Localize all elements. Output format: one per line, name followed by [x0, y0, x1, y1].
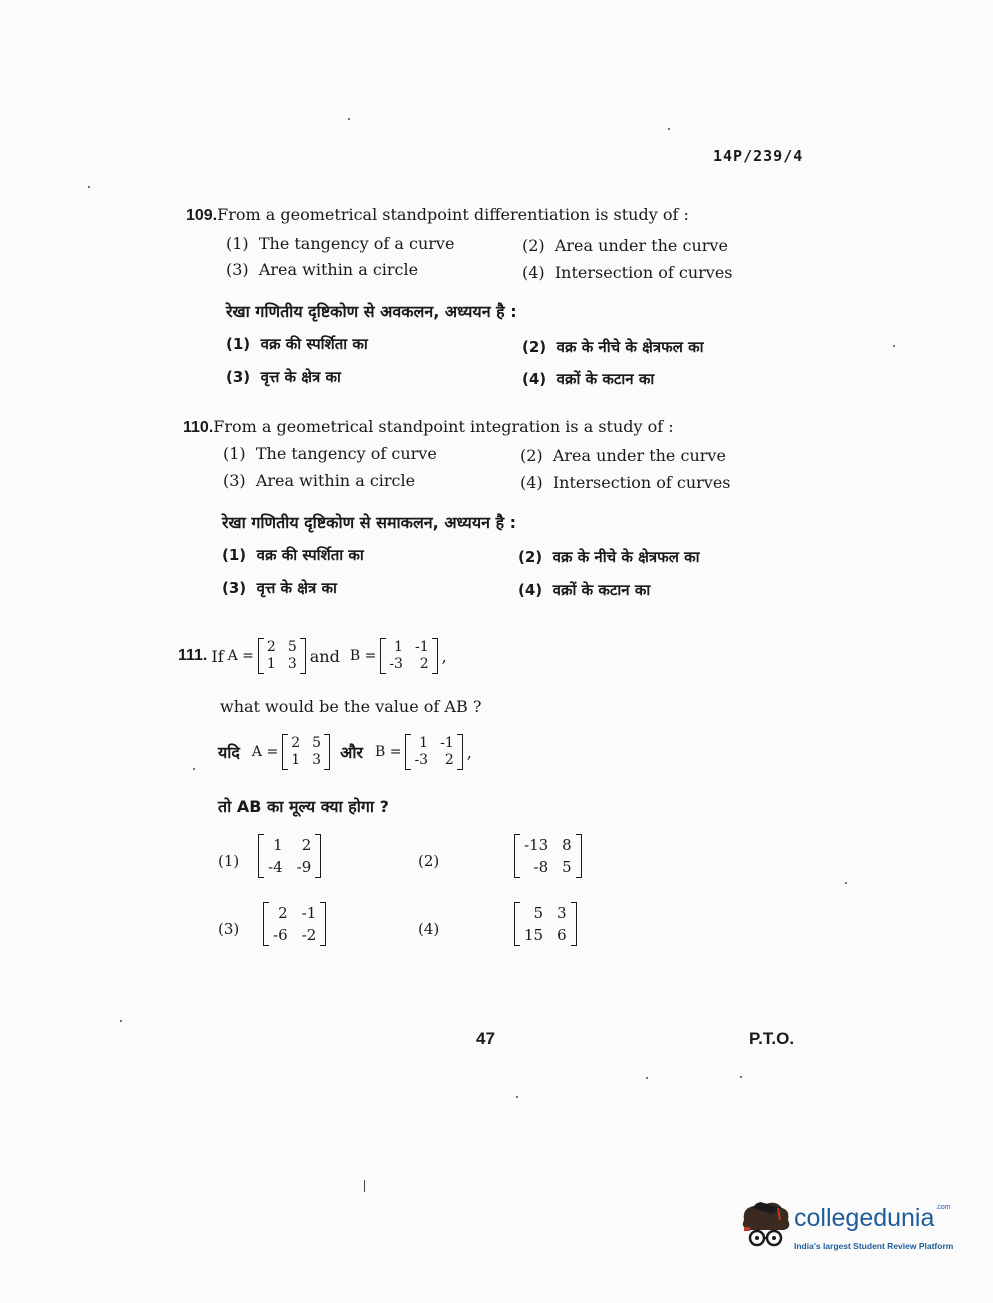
option-1-hi: (1) वक्र की स्पर्शिता का — [222, 546, 364, 564]
option-3-hi: (3) वृत्त के क्षेत्र का — [222, 579, 337, 597]
scan-speck — [646, 1077, 648, 1079]
question-109 — [186, 205, 689, 225]
trailing-comma: , — [441, 646, 447, 666]
scan-speck — [516, 1096, 518, 1098]
question-text-hi: तो AB का मूल्य क्या होगा ? — [218, 797, 389, 816]
if-word-hi: यदि — [218, 743, 240, 762]
logo-wordmark: collegedunia — [794, 1204, 935, 1232]
option-4-hi: (4) वक्रों के कटान का — [522, 370, 655, 388]
option-2-hi: (2) वक्र के नीचे के क्षेत्रफल का — [518, 548, 700, 566]
logo-domain: .com — [935, 1204, 951, 1211]
paper-code: 14P/239/4 — [713, 147, 804, 165]
scan-mark — [364, 1180, 365, 1192]
option-1-en: (1) The tangency of curve — [223, 444, 437, 463]
option-2-en: (2) Area under the curve — [520, 446, 726, 465]
matrix-a: 2 5 1 3 — [258, 638, 306, 674]
option-3-hi: (3) वृत्त के क्षेत्र का — [226, 368, 341, 386]
option-4-hi: (4) वक्रों के कटान का — [518, 581, 651, 599]
question-111 — [178, 638, 447, 674]
question-text-hi: रेखा गणितीय दृष्टिकोण से समाकलन, अध्ययन है : — [222, 513, 517, 532]
scan-speck — [668, 128, 670, 130]
scan-speck — [88, 186, 90, 188]
matrix-a-label: A = — [251, 744, 279, 760]
logo-tagline: India's largest Student Review Platform — [794, 1241, 954, 1251]
question-text-en: what would be the value of AB ? — [220, 697, 482, 716]
scan-speck — [845, 882, 847, 884]
option-1-hi: (1) वक्र की स्पर्शिता का — [226, 335, 368, 353]
scan-speck — [193, 768, 195, 770]
pto-label: P.T.O. — [749, 1029, 795, 1048]
scan-speck — [893, 345, 895, 347]
trailing-comma: , — [466, 742, 472, 762]
option-2-hi: (2) वक्र के नीचे के क्षेत्रफल का — [522, 338, 704, 356]
matrix-b: 1 -1 -3 2 — [405, 734, 462, 770]
option-3-number: (3) — [218, 920, 240, 938]
matrix-b-label: B = — [349, 648, 377, 664]
matrix-a: 2 5 1 3 — [282, 734, 330, 770]
option-2-en: (2) Area under the curve — [522, 236, 728, 255]
question-number: 109. — [186, 207, 218, 224]
and-word-hi: और — [340, 743, 363, 762]
scan-speck — [120, 1020, 122, 1022]
question-110 — [183, 417, 674, 437]
option-3-en: (3) Area within a circle — [223, 471, 416, 490]
option-3-en: (3) Area within a circle — [226, 260, 419, 279]
question-number: 110. — [183, 419, 214, 436]
option-4-number: (4) — [418, 920, 440, 938]
question-text-hi: रेखा गणितीय दृष्टिकोण से अवकलन, अध्ययन है : — [226, 302, 517, 321]
option-1-matrix: 1 2 -4 -9 — [258, 834, 321, 878]
and-word: and — [309, 646, 340, 666]
option-1-en: (1) The tangency of a curve — [226, 234, 455, 253]
option-1-number: (1) — [218, 852, 240, 870]
option-2-number: (2) — [418, 852, 440, 870]
if-word: If — [211, 646, 224, 666]
scan-speck — [740, 1076, 742, 1078]
question-number: 111. — [178, 647, 208, 664]
matrix-a-label: A = — [227, 648, 254, 664]
question-text-en: From a geometrical standpoint differentiation is study of : — [217, 205, 689, 224]
option-4-en: (4) Intersection of curves — [522, 263, 733, 282]
question-111-hi — [218, 734, 472, 770]
question-text-en: From a geometrical standpoint integration is a study of : — [213, 417, 674, 436]
option-4-en: (4) Intersection of curves — [520, 473, 731, 492]
mascot-icon — [738, 1198, 794, 1258]
matrix-b: 1 -1 -3 2 — [380, 638, 437, 674]
collegedunia-logo — [738, 1198, 968, 1258]
matrix-b-label: B = — [374, 744, 402, 760]
option-4-matrix: 5 3 15 6 — [514, 902, 577, 946]
page-number: 47 — [476, 1029, 495, 1048]
option-3-matrix: 2 -1 -6 -2 — [263, 902, 326, 946]
option-2-matrix: -13 8 -8 5 — [514, 834, 582, 878]
scan-speck — [348, 118, 350, 120]
